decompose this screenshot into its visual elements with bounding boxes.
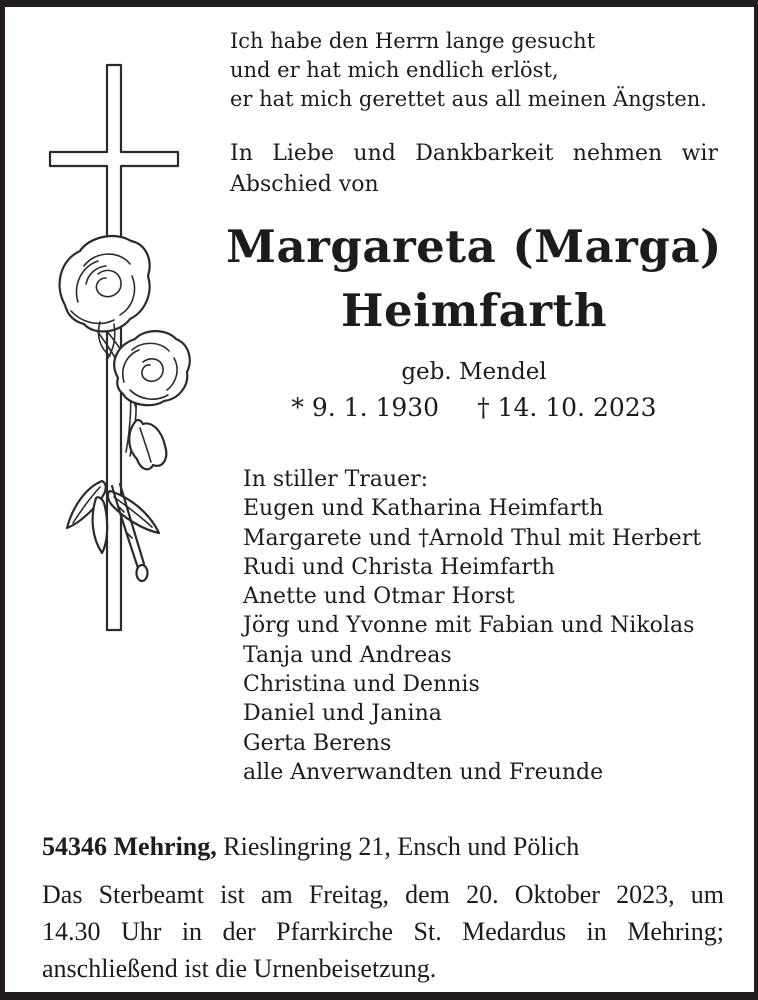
mourners-list <box>243 494 733 787</box>
mourner-name: Daniel und Janina <box>243 701 442 727</box>
verse-line: er hat mich gerettet aus all meinen Ängsten. <box>230 87 707 111</box>
mourner-name: Jörg und Yvonne mit Fabian und Nikolas <box>243 613 695 639</box>
deceased-name-line2: Heimfarth <box>340 284 608 337</box>
address-city: 54346 Mehring, <box>42 832 217 861</box>
deceased-name <box>225 215 723 343</box>
deceased-name-line1: Margareta (Marga) <box>226 220 722 273</box>
mourner-name: Margarete und †Arnold Thul mit Herbert <box>243 525 702 551</box>
mourner-name: Tanja und Andreas <box>243 642 452 668</box>
mourner-name: Rudi und Christa Heimfarth <box>243 554 555 580</box>
opening-verse <box>230 27 725 114</box>
cross-with-roses-illustration <box>40 60 200 660</box>
mourner-name: Eugen und Katharina Heimfarth <box>243 496 604 522</box>
mourner-name: Christina und Dennis <box>243 672 480 698</box>
service-line: 14.30 Uhr in der Pfarrkirche St. Medardus in Mehring; <box>42 917 724 946</box>
death-date: † 14. 10. 2023 <box>477 393 657 422</box>
mourners-section <box>243 465 733 787</box>
mourner-name: alle Anverwandten und Freunde <box>243 759 604 785</box>
farewell-intro <box>230 138 718 200</box>
mourner-name: Anette und Otmar Horst <box>243 584 515 610</box>
life-dates <box>225 393 723 422</box>
cross-with-roses-svg <box>40 60 200 660</box>
service-details <box>42 876 724 987</box>
address-line <box>42 831 732 863</box>
service-line: Das Sterbeamt ist am Freitag, dem 20. Oktober 2023, um <box>42 880 724 909</box>
maiden-name: geb. Mendel <box>401 359 547 385</box>
farewell-intro-line1: In Liebe und Dankbarkeit nehmen wir <box>230 141 718 166</box>
service-line: anschließend ist die Urnenbeisetzung. <box>42 954 437 983</box>
birth-date: * 9. 1. 1930 <box>291 393 440 422</box>
verse-line: Ich habe den Herrn lange gesucht <box>230 29 596 53</box>
mourner-name: Gerta Berens <box>243 730 392 756</box>
verse-line: und er hat mich endlich erlöst, <box>230 58 559 82</box>
farewell-intro-line2: Abschied von <box>230 172 379 197</box>
mourners-heading: In stiller Trauer: <box>243 467 429 492</box>
address-rest: Rieslingring 21, Ensch und Pölich <box>216 832 580 861</box>
